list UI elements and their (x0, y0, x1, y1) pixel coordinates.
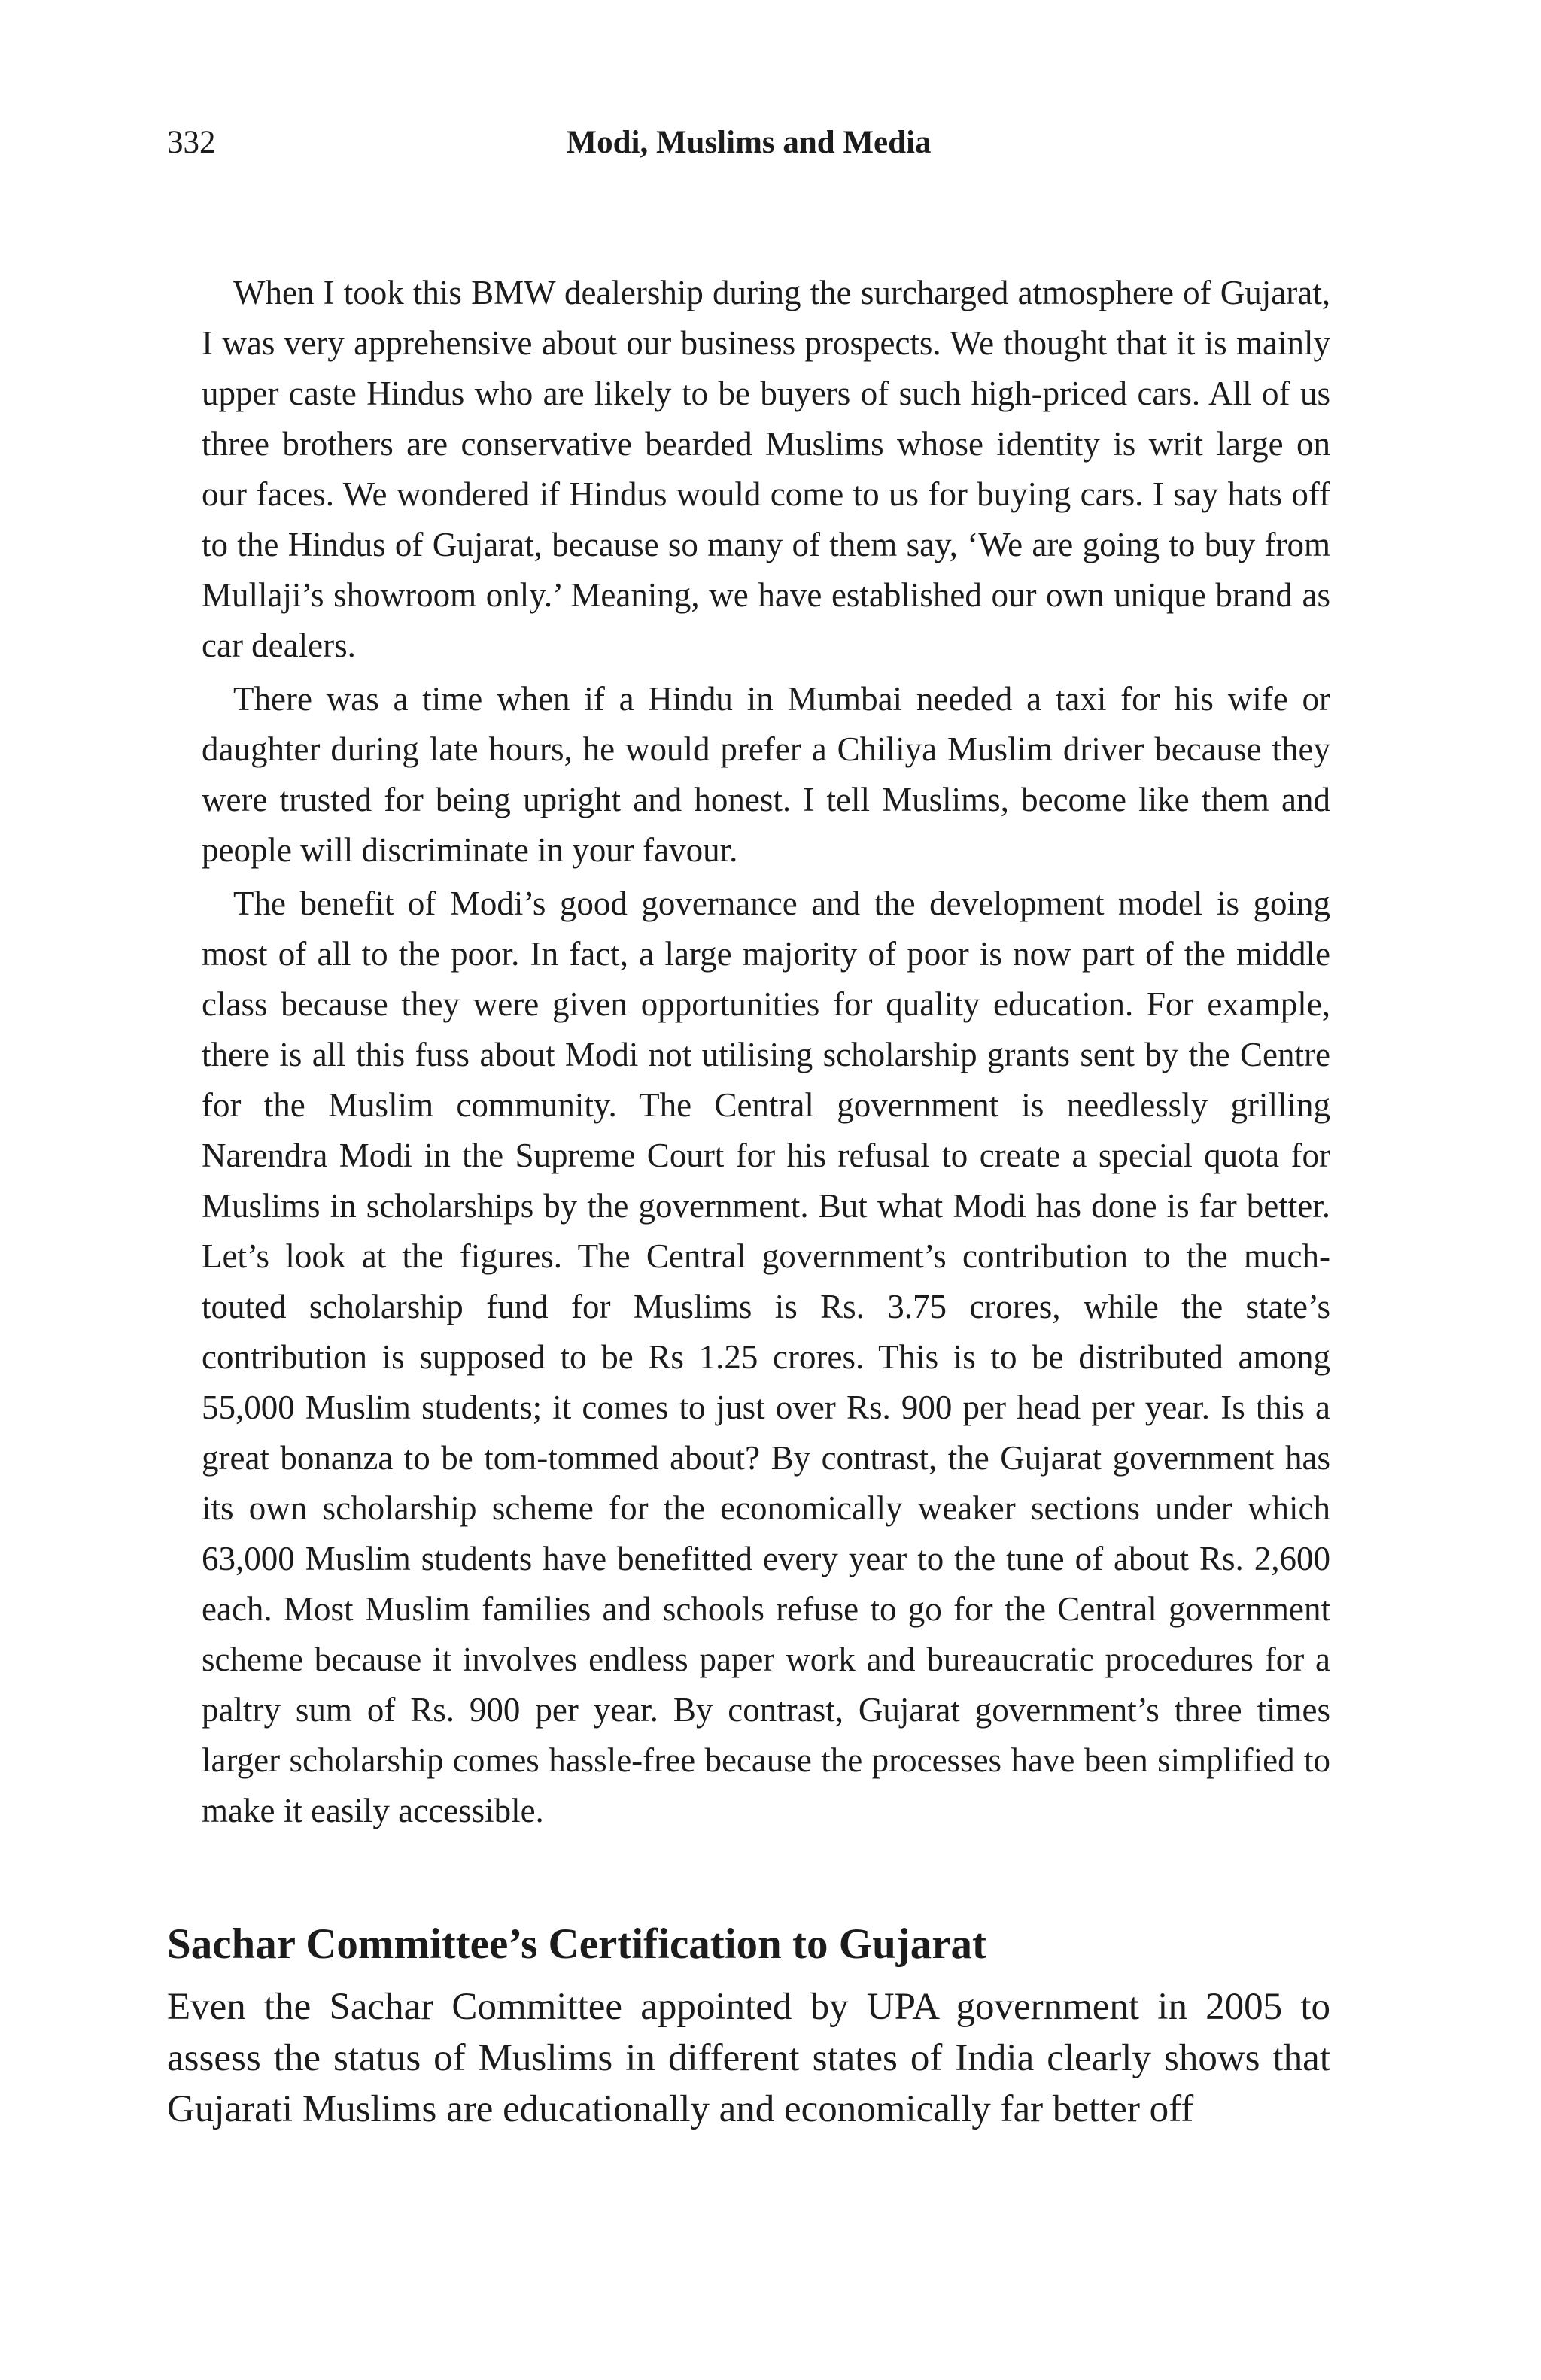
section-body-paragraph: Even the Sachar Committee appointed by UPA government in 2005 to assess the status of Muslims in different states of India clearly shows that Gujarati Muslims are educationally and economically far better off (167, 1986, 1330, 2130)
running-header (167, 120, 1330, 165)
quote-paragraph-2: There was a time when if a Hindu in Mumbai needed a taxi for his wife or daughter during late hours, he would prefer a Chiliya Muslim driver because they were trusted for being upright and honest. I tell Muslims, become like them and people will discriminate in your favour. (202, 680, 1330, 869)
section-heading: Sachar Committee’s Certification to Gujarat (167, 1920, 987, 1968)
quote-paragraph-3: The benefit of Modi’s good governance and the development model is going most of all to the poor. In fact, a large majority of poor is now part of the middle class because they were given opportunities for quality education. For example, there is all this fuss about Modi not utilising scholarship grants sent by the Centre for the Muslim community. The Central government is needlessly grilling Narendra Modi in the Supreme Court for his refusal to create a special quota for Muslims in scholarships by the government. But what Modi has done is far better. Let’s look at the figures. The Central government’s contribution to the much-touted scholarship fund for Muslims is Rs. 3.75 crores, while the state’s contribution is supposed to be Rs 1.25 crores. This is to be distributed among 55,000 Muslim students; it comes to just over Rs. 900 per head per year. Is this a great bonanza to be tom-tommed about? By contrast, the Gujarat government has its own scholarship scheme for the economically weaker sections under which 63,000 Muslim students have benefitted every year to the tune of about Rs. 2,600 each. Most Muslim families and schools refuse to go for the Central government scheme because it involves endless paper work and bureaucratic procedures for a paltry sum of Rs. 900 per year. By contrast, Gujarat government’s three times larger scholarship comes hassle-free because the processes have been simplified to make it easily accessible. (202, 885, 1330, 1829)
page-number: 332 (167, 125, 216, 160)
quote-paragraph-1: When I took this BMW dealership during the surcharged atmosphere of Gujarat, I was very apprehensive about our business prospects. We thought that it is mainly upper caste Hindus who are likely to be buyers of such high-priced cars. All of us three brothers are conservative bearded Muslims whose identity is writ large on our faces. We wondered if Hindus would come to us for buying cars. I say hats off to the Hindus of Gujarat, because so many of them say, ‘We are going to buy from Mullaji’s showroom only.’ Meaning, we have established our own unique brand as car dealers. (202, 274, 1330, 664)
book-title: Modi, Muslims and Media (566, 125, 932, 160)
quoted-testimony (202, 268, 1330, 1839)
